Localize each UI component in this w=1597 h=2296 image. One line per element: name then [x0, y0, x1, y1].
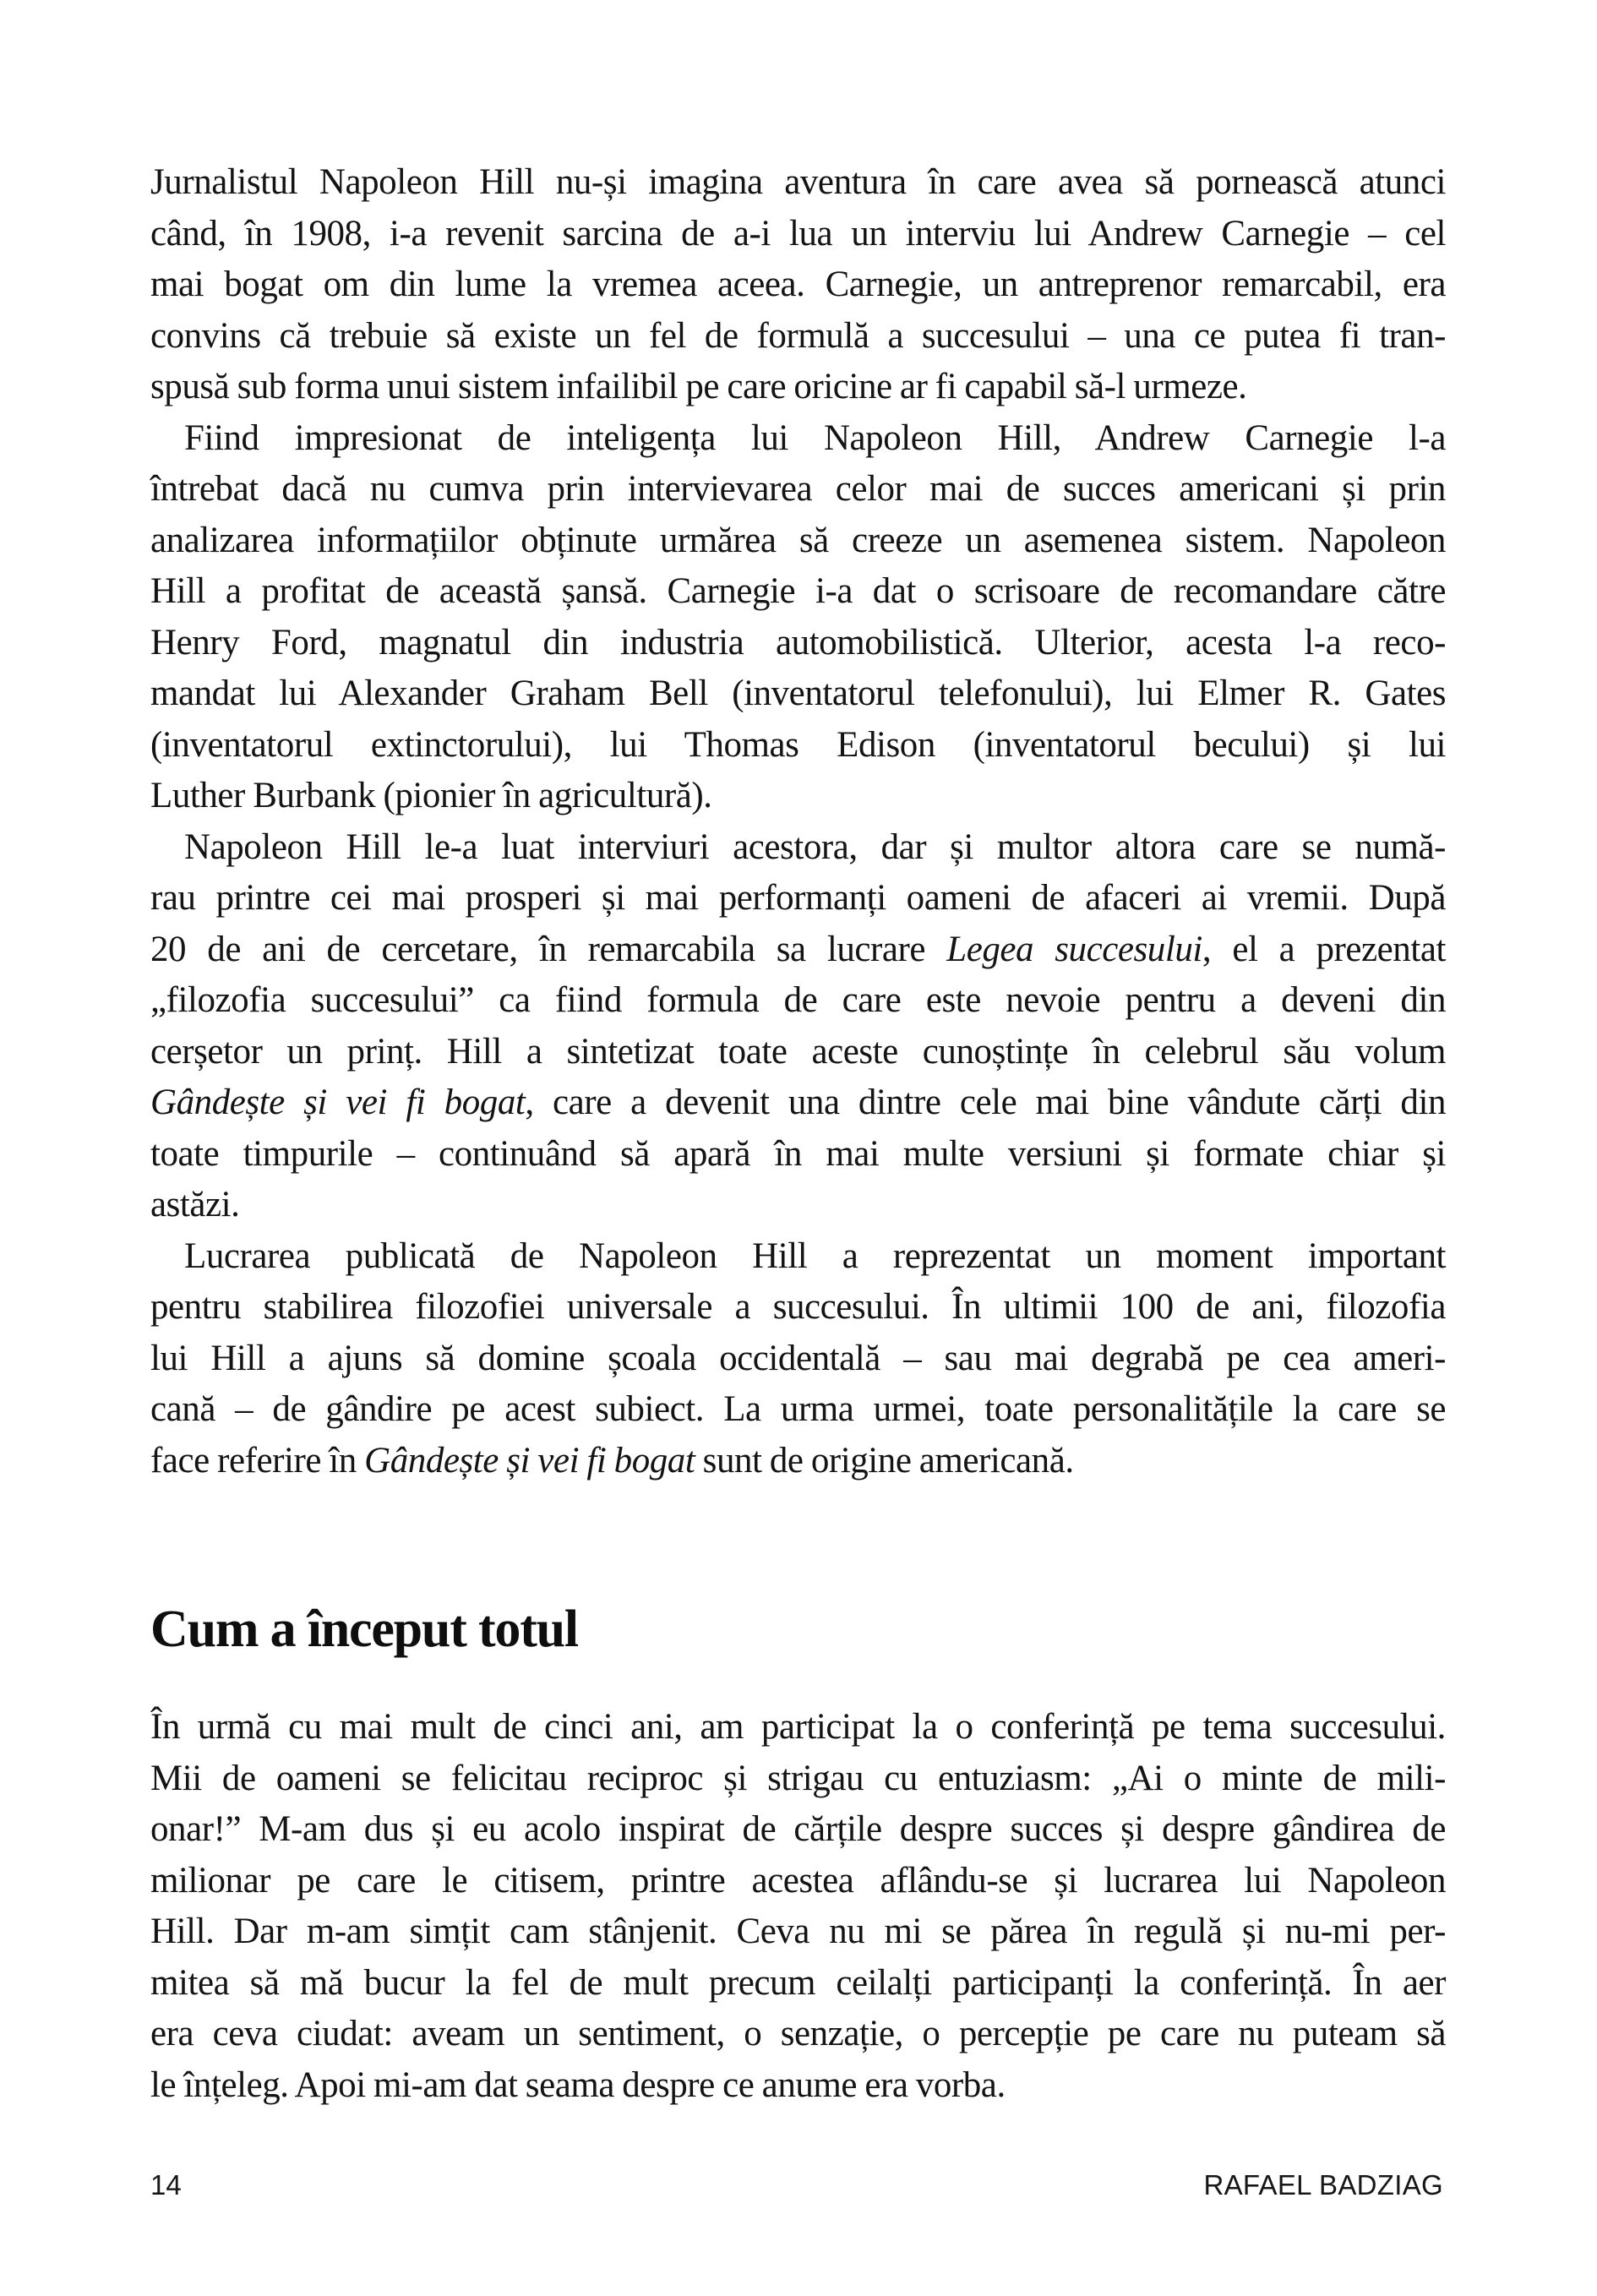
text-run: cană – de gândire pe acest subiect. La urma urmei, toate personalitățile la care se [150, 1389, 1446, 1429]
text-line [150, 1180, 1446, 1231]
text-run: (inventatorul extinctorului), lui Thomas Edison (inventatorul becului) și lui [150, 724, 1446, 765]
text-line [150, 566, 1446, 618]
text-run: Mii de oameni se felicitau reciproc și strigau cu entuziasm: „Ai o minte de mili- [150, 1758, 1446, 1798]
text-line [150, 515, 1446, 567]
book-title-italic: Gândește și vei fi bogat [150, 1083, 526, 1122]
text-line [150, 1077, 1446, 1129]
text-run: spusă sub forma unui sistem infailibil pe care oricine ar fi capabil să-l urmeze. [150, 367, 1247, 406]
text-line [150, 1436, 1446, 1487]
text-run: Hill a profitat de această șansă. Carnegie i-a dat o scrisoare de recomandare către [150, 571, 1446, 611]
text-run: Luther Burbank (pionier în agricultură). [150, 776, 712, 815]
text-line [150, 259, 1446, 311]
text-line [150, 1958, 1446, 2010]
text-run: pentru stabilirea filozofiei universale a succesului. În ultimii 100 de ani, filozofia [150, 1287, 1446, 1327]
text-run: 20 de ani de cercetare, în remarcabila sa lucrare [150, 929, 947, 969]
text-run: Napoleon Hill le-a luat interviuri acestora, dar și multor altora care se numă- [184, 826, 1446, 867]
text-run: sunt de origine americană. [695, 1440, 1074, 1481]
text-line [150, 618, 1446, 669]
text-line [150, 1231, 1446, 1283]
paragraph [150, 822, 1446, 1231]
text-run: În urmă cu mai mult de cinci ani, am participat la o conferință pe tema succesului. [150, 1707, 1446, 1747]
text-run: , el a prezentat [1202, 929, 1446, 969]
text-run: întrebat dacă nu cumva prin intervievarea celor mai de succes americani și prin [150, 469, 1446, 509]
paragraph [150, 413, 1446, 822]
page-number: 14 [150, 2169, 182, 2201]
text-run: face referire în [150, 1440, 365, 1481]
book-title-italic: Gândește și vei fi bogat [364, 1440, 695, 1481]
text-run: milionar pe care le citisem, printre acestea aflându-se și lucrarea lui Napoleon [150, 1860, 1446, 1901]
text-line [150, 975, 1446, 1027]
text-line [150, 1906, 1446, 1958]
section-heading: Cum a început totul [150, 1601, 578, 1658]
text-line [150, 2009, 1446, 2060]
body-text-after-heading [150, 1702, 1446, 2111]
text-line [150, 1384, 1446, 1436]
text-run: cerșetor un prinț. Hill a sintetizat toate aceste cunoștințe în celebrul său volum [150, 1031, 1446, 1072]
text-run: lui Hill a ajuns să domine școala occidentală – sau mai degrabă pe cea ameri- [150, 1338, 1446, 1378]
text-run: toate timpurile – continuând să apară în mai multe versiuni și formate chiar și [150, 1133, 1446, 1174]
text-run: astăzi. [150, 1185, 240, 1224]
text-line [150, 157, 1446, 209]
text-run: , care a devenit una dintre cele mai bine vândute cărți din [525, 1083, 1446, 1122]
running-head-author: RAFAEL BADZIAG [1203, 2169, 1443, 2201]
text-run: Fiind impresionat de inteligența lui Napoleon Hill, Andrew Carnegie l-a [184, 417, 1446, 458]
paragraph [150, 1702, 1446, 2111]
text-run: „filozofia succesului” ca fiind formula de care este nevoie pentru a deveni din [150, 980, 1446, 1020]
text-run: onar!” M-am dus și eu acolo inspirat de cărțile despre succes și despre gândirea de [150, 1809, 1446, 1849]
text-line [150, 209, 1446, 260]
text-run: Lucrarea publicată de Napoleon Hill a reprezentat un moment important [184, 1235, 1446, 1276]
text-line [150, 720, 1446, 772]
text-run: când, în 1908, i-a revenit sarcina de a-i lua un interviu lui Andrew Carnegie – cel [150, 213, 1446, 254]
text-line [150, 464, 1446, 515]
text-line [150, 1753, 1446, 1805]
text-run: le înțeleg. Apoi mi-am dat seama despre ce anume era vorba. [150, 2064, 1006, 2105]
text-line [150, 1282, 1446, 1333]
text-line [150, 1129, 1446, 1181]
text-line [150, 1702, 1446, 1753]
body-text-before-heading [150, 157, 1446, 1486]
text-line [150, 924, 1446, 976]
text-run: Hill. Dar m-am simțit cam stânjenit. Ceva nu mi se părea în regulă și nu-mi per- [150, 1912, 1446, 1951]
text-line [150, 1856, 1446, 1907]
text-line [150, 873, 1446, 924]
text-line [150, 668, 1446, 720]
text-run: rau printre cei mai prosperi și mai performanți oameni de afaceri ai vremii. După [150, 878, 1446, 918]
text-run: convins că trebuie să existe un fel de formulă a succesului – una ce putea fi tran- [150, 315, 1446, 356]
text-line [150, 1027, 1446, 1078]
text-line [150, 1333, 1446, 1385]
text-run: mitea să mă bucur la fel de mult precum ceilalți participanți la conferință. În aer [150, 1962, 1446, 2003]
text-line [150, 413, 1446, 465]
text-run: analizarea informațiilor obținute urmărea să creeze un asemenea sistem. Napoleon [150, 520, 1446, 560]
text-run: era ceva ciudat: aveam un sentiment, o senzație, o percepție pe care nu puteam să [150, 2014, 1446, 2053]
text-run: mandat lui Alexander Graham Bell (inventatorul telefonului), lui Elmer R. Gates [150, 674, 1446, 713]
text-run: mai bogat om din lume la vremea aceea. Carnegie, un antreprenor remarcabil, era [150, 265, 1446, 304]
text-line [150, 771, 1446, 822]
text-line [150, 1804, 1446, 1856]
text-run: Jurnalistul Napoleon Hill nu-și imagina aventura în care avea să pornească atunci [150, 162, 1446, 202]
text-line [150, 311, 1446, 363]
book-title-italic: Legea succesului [946, 929, 1202, 969]
page-footer [150, 2168, 1443, 2202]
text-line [150, 822, 1446, 874]
text-line [150, 2060, 1446, 2112]
text-run: Henry Ford, magnatul din industria automobilistică. Ulterior, acesta l-a reco- [150, 622, 1446, 663]
paragraph [150, 157, 1446, 413]
text-line [150, 362, 1446, 413]
paragraph [150, 1231, 1446, 1487]
